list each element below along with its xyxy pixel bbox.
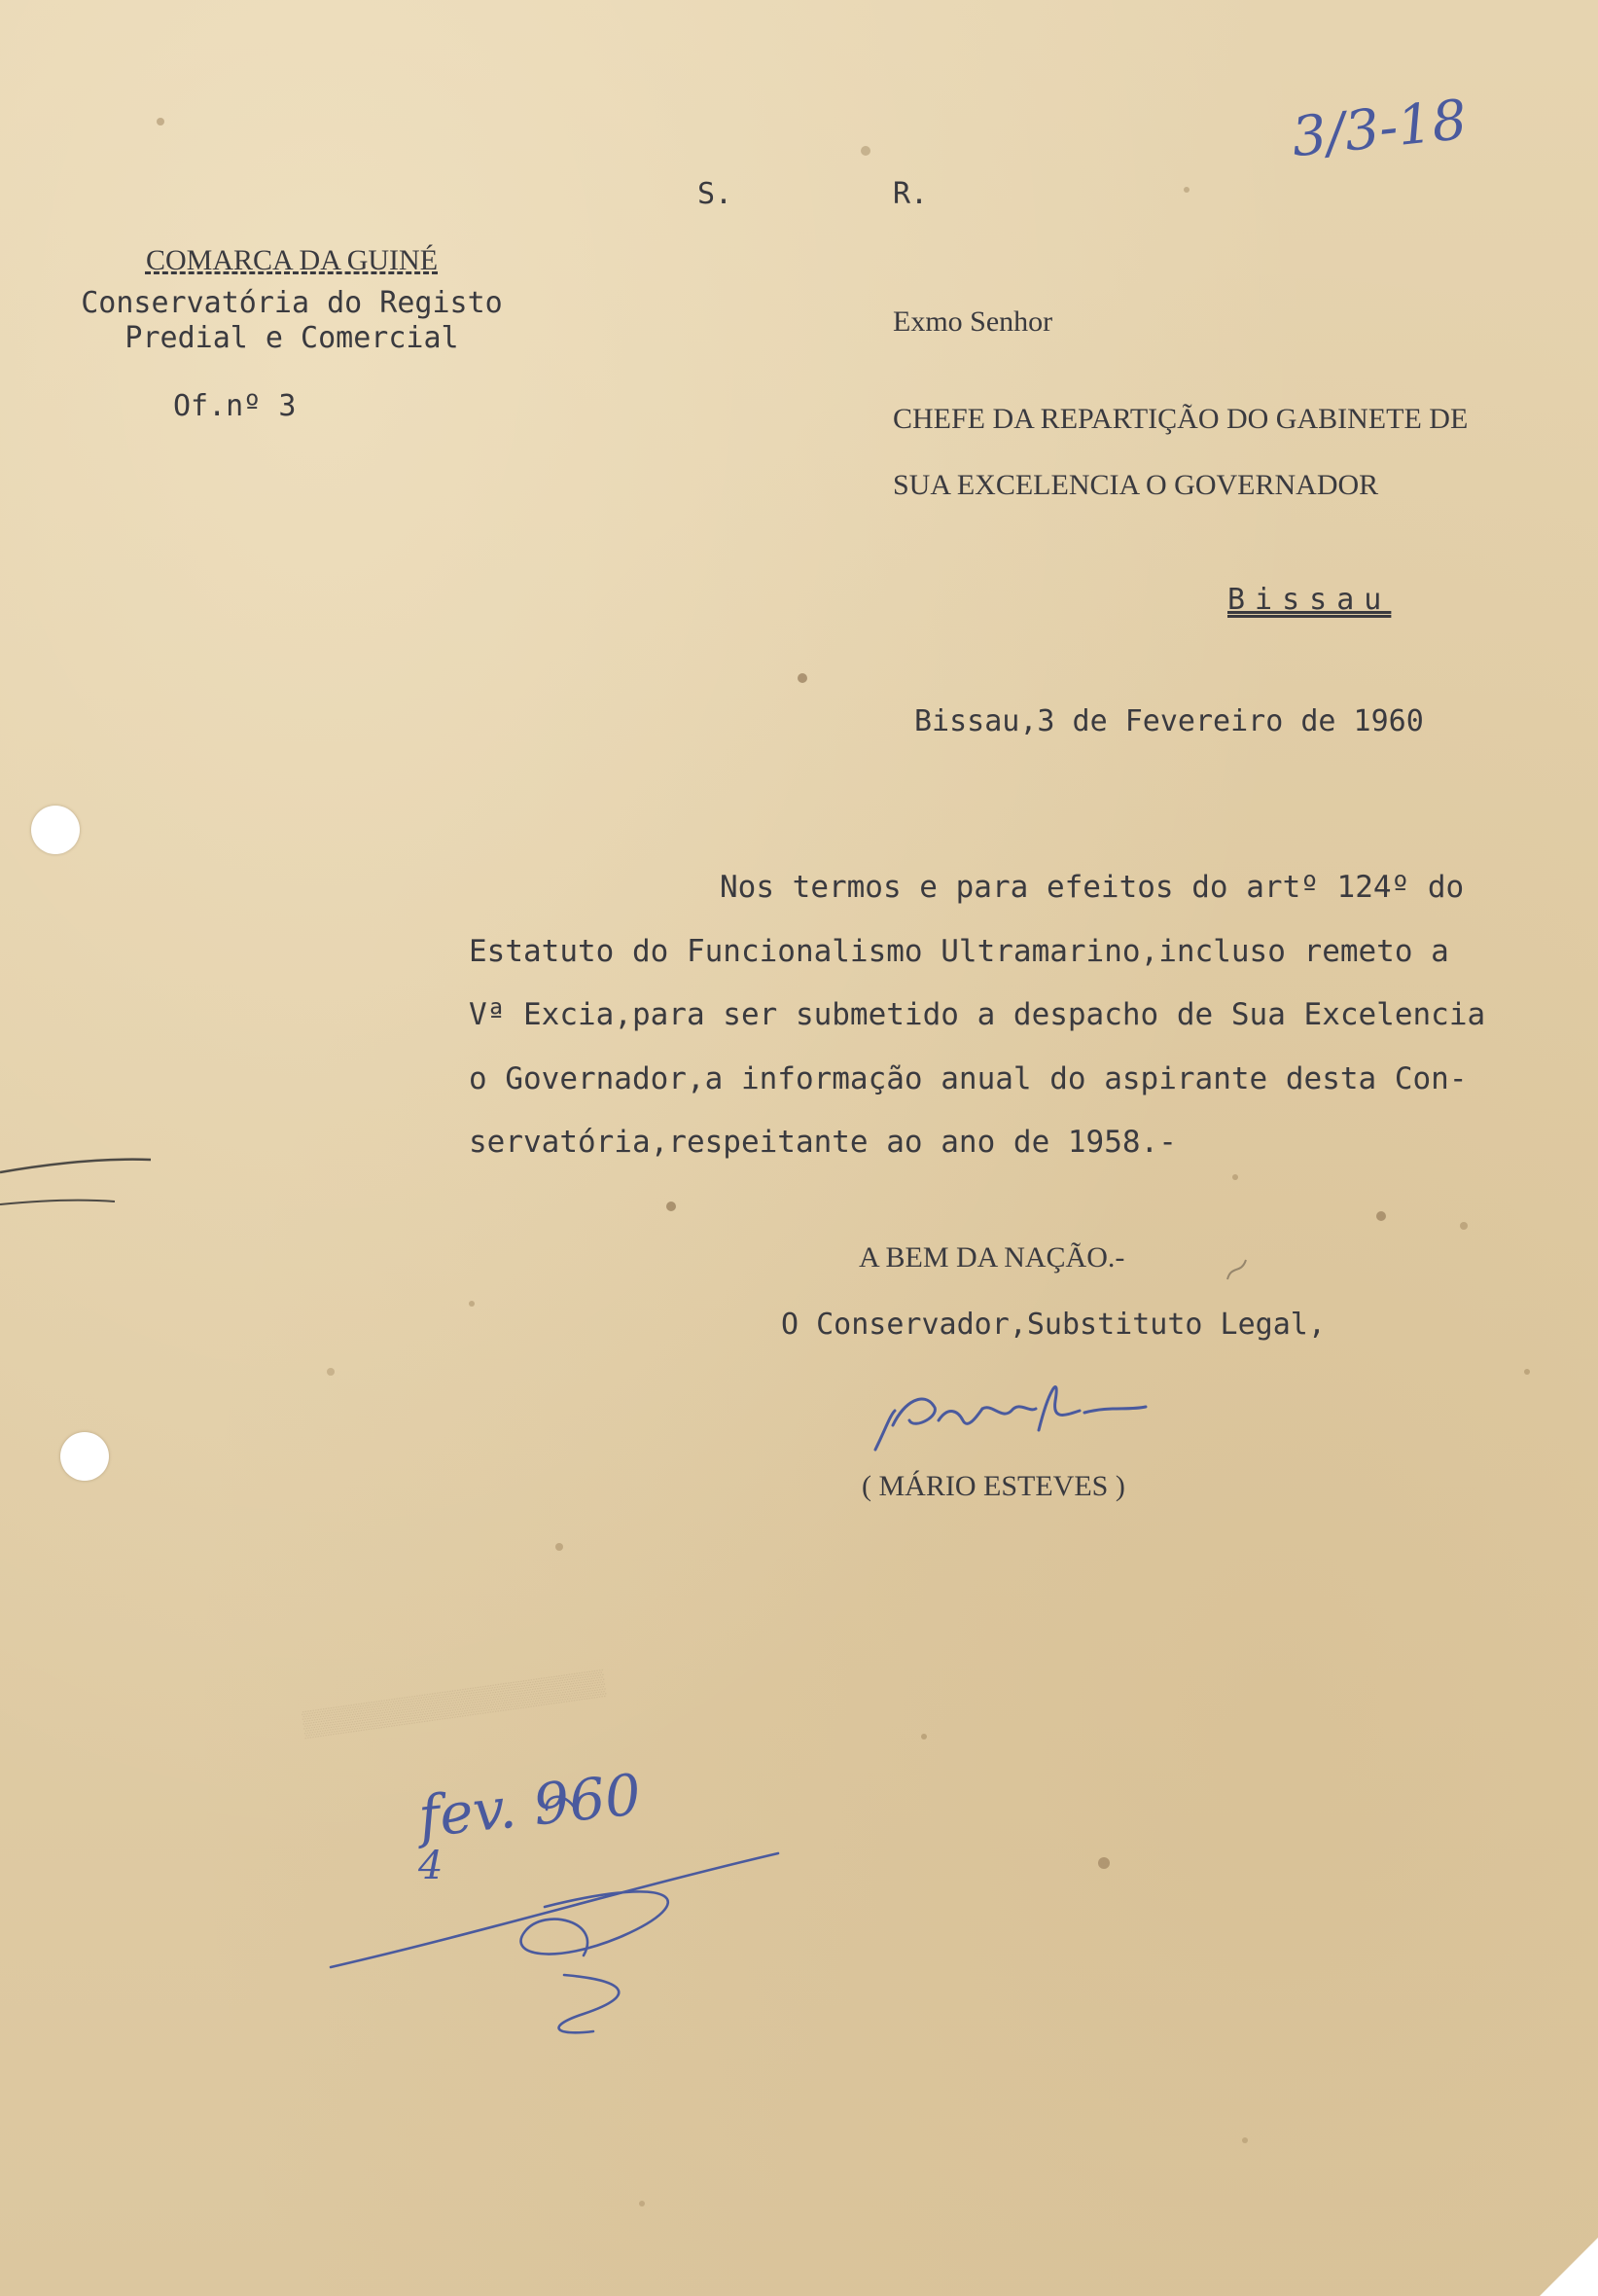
body-line: Estatuto do Funcionalismo Ultramarino,incluso remeto a	[469, 933, 1449, 969]
office-line-2: Predial e Comercial	[124, 321, 459, 355]
torn-corner	[1540, 2238, 1598, 2296]
addressee-line-2: SUA EXCELENCIA O GOVERNADOR	[893, 469, 1379, 501]
letter-body	[469, 856, 1568, 1175]
received-mark: 3/3-18	[1289, 88, 1471, 170]
addressee-city: Bissau	[1227, 583, 1392, 617]
closing-salutation: A BEM DA NAÇÃO.-	[859, 1241, 1125, 1274]
court-name: COMARCA DA GUINÉ	[145, 244, 439, 276]
sender-block	[39, 243, 545, 356]
punch-hole-top	[31, 806, 80, 854]
office-line-1: Conservatória do Registo	[81, 286, 503, 320]
body-line: servatória,respeitante ao ano de 1958.-	[469, 1125, 1177, 1160]
punch-hole-bottom	[60, 1432, 109, 1481]
signatory-name: ( MÁRIO ESTEVES )	[862, 1470, 1125, 1502]
addressee-line-1: CHEFE DA REPARTIÇÃO DO GABINETE DE	[893, 403, 1469, 435]
sr-r-label: R.	[893, 177, 929, 211]
body-line: o Governador,a informação anual do aspirante desta Con-	[469, 1060, 1468, 1096]
letter-date: Bissau,3 de Fevereiro de 1960	[914, 704, 1424, 738]
receipt-day: 4	[418, 1844, 444, 1888]
closing-role: O Conservador,Substituto Legal,	[781, 1308, 1326, 1342]
signature-drawing	[875, 1387, 1146, 1450]
addressee-greeting: Exmo Senhor	[893, 305, 1053, 338]
sr-s-label: S.	[697, 177, 733, 211]
reference-number: Of.nº 3	[173, 389, 297, 423]
receipt-date: fev. 960	[415, 1761, 645, 1850]
faded-stamp: ▒▒▒▒▒▒▒▒▒▒▒▒▒▒▒▒▒	[301, 1667, 607, 1739]
body-line: Nos termos e para efeitos do artº 124º do	[720, 870, 1465, 905]
body-line: Vª Excia,para ser submetido a despacho de Sua Excelencia	[469, 997, 1486, 1032]
